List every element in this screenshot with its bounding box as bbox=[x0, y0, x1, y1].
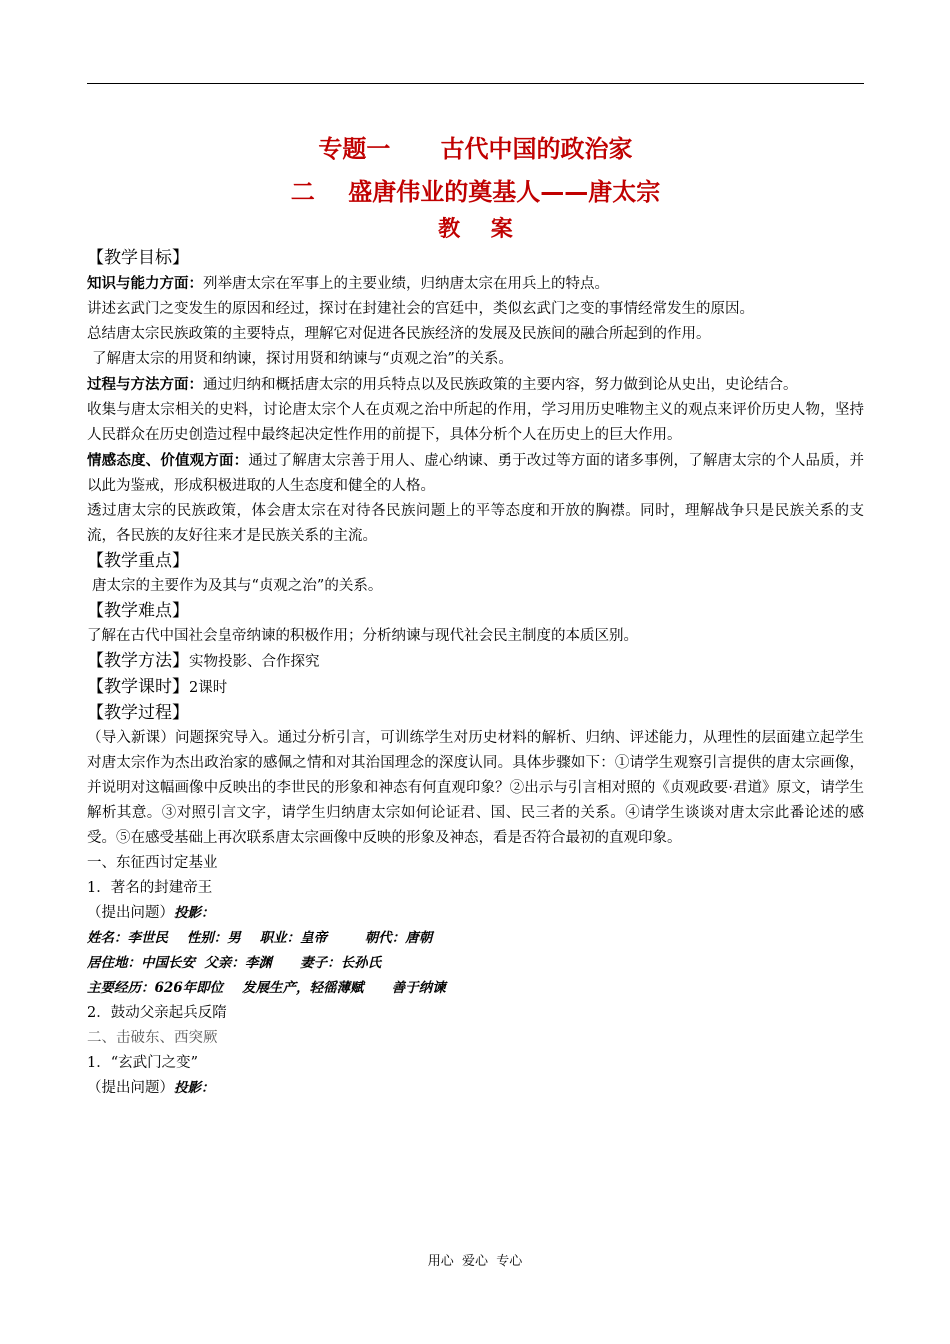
lesson-title: 二 盛唐伟业的奠基人——唐太宗 bbox=[290, 178, 661, 206]
knowledge-text: 列举唐太宗在军事上的主要业绩，归纳唐太宗在用兵上的特点。 bbox=[203, 276, 609, 292]
objective-paragraph: 收集与唐太宗相关的史料，讨论唐太宗个人在贞观之治中所起的作用，学习用历史唯物主义的观点来评价历史人物，坚持人民群众在历史创造过程中最终起决定性作用的前提下，具体分析个人在历史上的巨大作用。 bbox=[87, 402, 864, 443]
process-heading: 【教学过程】 bbox=[87, 703, 189, 723]
hours-heading: 【教学课时】 bbox=[87, 677, 189, 697]
section-heading: 二、击破东、西突厥 bbox=[87, 1030, 218, 1046]
key-points-heading: 【教学重点】 bbox=[87, 551, 189, 571]
difficulties-heading: 【教学难点】 bbox=[87, 601, 189, 621]
objectives-heading: 【教学目标】 bbox=[87, 248, 189, 268]
topic-title: 专题一 古代中国的政治家 bbox=[318, 135, 633, 163]
profile-line: 姓名：李世民 性别：男 职业：皇帝 朝代：唐朝 bbox=[87, 930, 433, 946]
method-text: 实物投影、合作探究 bbox=[189, 654, 320, 670]
ask-suffix: 投影： bbox=[174, 1080, 215, 1096]
list-item: 1．“玄武门之变” bbox=[87, 1055, 199, 1071]
process-intro: （导入新课）问题探究导入。通过分析引言，可训练学生对历史材料的解析、归纳、评述能力，从理性的层面建立起学生对唐太宗作为杰出政治家的感佩之情和对其治国理念的深度认同。具体步骤如下：①请学生观察引言提供的唐太宗画像，并说明对这幅画像中反映出的李世民的形象和神态有何直观印象？②出示与引言相对照的《贞观政要·君道》原文，请学生解析其意。③对照引言文字，请学生归纳唐太宗如何论证君、国、民三者的关系。④请学生谈谈对唐太宗此番论述的感受。⑤在感受基础上再次联系唐太宗画像中反映的形象及神态，看是否符合最初的直观印象。 bbox=[87, 730, 864, 846]
knowledge-label: 知识与能力方面： bbox=[87, 275, 203, 292]
objective-paragraph: 了解唐太宗的用贤和纳谏，探讨用贤和纳谏与“贞观之治”的关系。 bbox=[92, 351, 513, 367]
ask-line bbox=[87, 1076, 864, 1101]
process-label: 过程与方法方面： bbox=[87, 376, 203, 393]
list-item: 1．著名的封建帝王 bbox=[87, 880, 213, 896]
list-item: 2．鼓动父亲起兵反隋 bbox=[87, 1005, 227, 1021]
key-points-text: 唐太宗的主要作为及其与“贞观之治”的关系。 bbox=[92, 578, 383, 594]
objective-paragraph: 透过唐太宗的民族政策，体会唐太宗在对待各民族问题上的平等态度和开放的胸襟。同时，理解战争只是民族关系的支流，各民族的友好往来才是民族关系的主流。 bbox=[87, 503, 864, 544]
header-rule bbox=[87, 83, 864, 84]
ask-line bbox=[87, 901, 864, 926]
method-heading: 【教学方法】 bbox=[87, 651, 189, 671]
document-body bbox=[87, 128, 864, 1101]
emotion-label: 情感态度、价值观方面： bbox=[87, 452, 249, 469]
objective-paragraph: 总结唐太宗民族政策的主要特点，理解它对促进各民族经济的发展及民族间的融合所起到的作用。 bbox=[87, 326, 711, 342]
hours-text: 2课时 bbox=[189, 680, 228, 696]
process-text: 通过归纳和概括唐太宗的用兵特点以及民族政策的主要内容，努力做到论从史出，史论结合。 bbox=[203, 377, 798, 393]
section-heading: 一、东征西讨定基业 bbox=[87, 855, 218, 871]
ask-prefix: （提出问题） bbox=[87, 1080, 174, 1096]
difficulties-text: 了解在古代中国社会皇帝纳谏的积极作用；分析纳谏与现代社会民主制度的本质区别。 bbox=[87, 628, 638, 644]
objective-process bbox=[87, 372, 864, 398]
ask-suffix: 投影： bbox=[174, 905, 215, 921]
hours-line bbox=[87, 675, 864, 701]
doc-type-title: 教 案 bbox=[438, 217, 513, 242]
objective-knowledge bbox=[87, 271, 864, 297]
emotion-text: 通过了解唐太宗善于用人、虚心纳谏、勇于改过等方面的诸多事例，了解唐太宗的个人品质，并以此为鉴戒，形成积极进取的人生态度和健全的人格。 bbox=[87, 453, 865, 494]
profile-line: 主要经历：626年即位 发展生产，轻徭薄赋 善于纳谏 bbox=[87, 980, 446, 996]
profile-line: 居住地：中国长安 父亲：李渊 妻子：长孙氏 bbox=[87, 955, 382, 971]
objective-emotion bbox=[87, 448, 864, 499]
ask-prefix: （提出问题） bbox=[87, 905, 174, 921]
page-footer: 用心 爱心 专心 bbox=[427, 1254, 523, 1269]
objective-paragraph: 讲述玄武门之变发生的原因和经过，探讨在封建社会的宫廷中，类似玄武门之变的事情经常发生的原因。 bbox=[87, 301, 754, 317]
method-line bbox=[87, 649, 864, 675]
